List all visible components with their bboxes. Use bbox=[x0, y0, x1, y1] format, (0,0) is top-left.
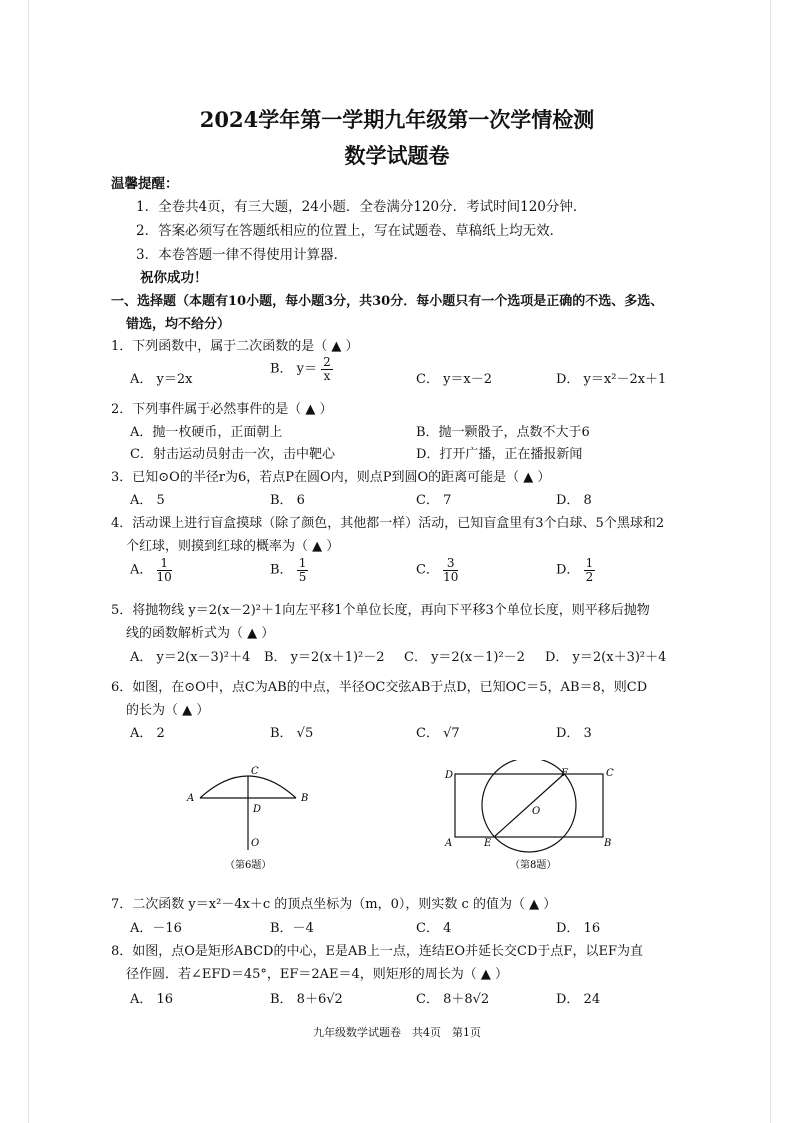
diameter-ef bbox=[494, 774, 564, 837]
option-label: D． bbox=[556, 562, 580, 578]
point-o-label: O bbox=[251, 838, 260, 849]
fraction-numerator: 1 bbox=[585, 556, 594, 570]
q1-option-a: A． y＝2x bbox=[130, 372, 193, 387]
q1-option-c: C． y＝x－2 bbox=[416, 372, 493, 387]
fraction-numerator: 2 bbox=[323, 355, 331, 369]
q3-option-b: B． 6 bbox=[270, 493, 305, 508]
question-4-stem-cont: 个红球，则摸到红球的概率为（ ▲ ） bbox=[126, 539, 340, 554]
section-heading-cont: 错选，均不给分） bbox=[126, 317, 231, 332]
tip-item: 1．全卷共4页，有三大题，24小题．全卷满分120分．考试时间120分钟． bbox=[136, 199, 587, 215]
question-3-stem: 3．已知⊙O的半径r为6，若点P在圆O内，则点P到圆O的距离可能是（ ▲ ） bbox=[111, 470, 551, 485]
page-footer: 九年级数学试题卷 共4页 第1页 bbox=[313, 1026, 481, 1039]
q3-option-c: C． 7 bbox=[416, 493, 452, 508]
q7-option-c: C． 4 bbox=[416, 921, 452, 936]
q4-option-d bbox=[556, 557, 595, 583]
page-subtitle: 数学试题卷 bbox=[344, 143, 450, 168]
q1-option-d: D． y＝x²－2x＋1 bbox=[556, 372, 667, 387]
fraction-denominator: 10 bbox=[443, 569, 459, 584]
q4-option-c-fraction bbox=[443, 557, 458, 583]
q4-option-c bbox=[416, 557, 458, 583]
figure-6-caption: （第6题） bbox=[225, 860, 272, 871]
point-e-label: E bbox=[484, 838, 492, 849]
point-d-label: D bbox=[253, 804, 262, 815]
fraction-numerator: 1 bbox=[157, 557, 172, 571]
figure-6 bbox=[180, 760, 320, 875]
point-c-label: C bbox=[251, 766, 259, 777]
point-b-label: B bbox=[301, 793, 309, 804]
q7-option-b: B．－4 bbox=[270, 921, 314, 936]
question-8-stem-cont: 径作圆．若∠EFD＝45°，EF＝2AE＝4，则矩形的周长为（ ▲ ） bbox=[126, 967, 509, 982]
q6-option-b: B． √5 bbox=[270, 726, 314, 741]
q4-option-a-fraction bbox=[157, 557, 172, 583]
q8-option-a: A． 16 bbox=[130, 992, 174, 1007]
point-a-label: A bbox=[445, 838, 453, 849]
question-2-stem: 2．下列事件属于必然事件的是（ ▲ ） bbox=[111, 402, 333, 417]
tip-item: 2．答案必须写在答题纸相应的位置上，写在试题卷、草稿纸上均无效． bbox=[136, 223, 564, 239]
question-1-stem: 1．下列函数中，属于二次函数的是（ ▲ ） bbox=[111, 339, 359, 354]
q1-option-b bbox=[270, 356, 333, 382]
question-4-stem: 4．活动课上进行盲盒摸球（除了颜色，其他都一样）活动，已知盲盒里有3个白球、5个黑球和2 bbox=[111, 516, 665, 531]
q6-option-c: C． √7 bbox=[416, 726, 460, 741]
point-b-label: B bbox=[604, 838, 612, 849]
fraction-denominator: 10 bbox=[156, 569, 172, 584]
question-5-stem: 5．将抛物线 y＝2(x－2)²＋1向左平移1个单位长度，再向下平移3个单位长度，则平移后抛物 bbox=[111, 603, 650, 618]
q1-option-b-fraction bbox=[321, 356, 333, 382]
page-title: 2024学年第一学期九年级第一次学情检测 bbox=[199, 107, 595, 132]
q5-option-b: B． y＝2(x＋1)²－2 bbox=[264, 650, 385, 665]
q2-option-c: C．射击运动员射击一次，击中靶心 bbox=[130, 447, 335, 462]
q2-option-a: A．抛一枚硬币，正面朝上 bbox=[130, 425, 283, 440]
q4-option-b-fraction bbox=[297, 557, 309, 583]
point-o-label: O bbox=[532, 806, 541, 817]
question-8-stem: 8．如图，点O是矩形ABCD的中心，E是AB上一点，连结EO并延长交CD于点F，以EF为直 bbox=[111, 944, 643, 959]
fraction-denominator: 5 bbox=[298, 569, 307, 584]
q4-option-d-fraction bbox=[584, 557, 596, 583]
q8-option-b: B． 8＋6√2 bbox=[270, 992, 343, 1007]
q3-option-d: D． 8 bbox=[556, 493, 592, 508]
option-label: C． bbox=[416, 562, 439, 578]
q6-option-a: A． 2 bbox=[130, 726, 165, 741]
tip-item: 3．本卷答题一律不得使用计算器． bbox=[136, 247, 348, 263]
fraction-denominator: x bbox=[323, 368, 331, 383]
question-6-stem-cont: 的长为（ ▲ ） bbox=[126, 703, 210, 718]
point-c-label: C bbox=[606, 768, 614, 779]
tips-heading: 温馨提醒： bbox=[111, 176, 179, 192]
q5-option-c: C． y＝2(x－1)²－2 bbox=[404, 650, 525, 665]
option-label: B． bbox=[270, 562, 293, 578]
q6-option-d: D． 3 bbox=[556, 726, 592, 741]
section-heading: 一、选择题（本题有10小题，每小题3分，共30分．每小题只有一个选项是正确的不选、多选、 bbox=[111, 294, 664, 309]
fraction-numerator: 3 bbox=[443, 557, 458, 571]
point-d-label: D bbox=[445, 770, 454, 781]
q8-option-d: D． 24 bbox=[556, 992, 601, 1007]
question-5-stem-cont: 线的函数解析式为（ ▲ ） bbox=[126, 626, 275, 641]
q4-option-a bbox=[130, 557, 172, 583]
q2-option-d: D．打开广播，正在播报新闻 bbox=[416, 447, 583, 462]
question-7-stem: 7．二次函数 y＝x²－4x＋c 的顶点坐标为（m，0），则实数 c 的值为（ ▲ ） bbox=[111, 897, 557, 912]
q5-option-d: D． y＝2(x＋3)²＋4 bbox=[545, 650, 667, 665]
option-label: A． bbox=[130, 562, 153, 578]
q5-option-a: A． y＝2(x－3)²＋4 bbox=[130, 650, 251, 665]
tips-wish: 祝你成功！ bbox=[140, 270, 208, 286]
question-6-stem: 6．如图，在⊙O中，点C为AB的中点，半径OC交弦AB于点D，已知OC＝5，AB＝8，则CD bbox=[111, 680, 648, 695]
q1-option-b-prefix: B． y＝ bbox=[270, 361, 318, 377]
figure-8-caption: （第8题） bbox=[510, 860, 557, 871]
point-f-label: F bbox=[561, 768, 568, 779]
q7-option-d: D． 16 bbox=[556, 921, 601, 936]
q2-option-b: B．抛一颗骰子，点数不大于6 bbox=[416, 425, 590, 440]
q8-option-c: C． 8＋8√2 bbox=[416, 992, 490, 1007]
q4-option-b bbox=[270, 557, 308, 583]
fraction-denominator: 2 bbox=[585, 569, 594, 584]
q3-option-a: A． 5 bbox=[130, 493, 165, 508]
fraction-numerator: 1 bbox=[298, 556, 307, 570]
q7-option-a: A．－16 bbox=[130, 921, 182, 936]
point-a-label: A bbox=[187, 793, 195, 804]
figure-8 bbox=[438, 760, 628, 875]
